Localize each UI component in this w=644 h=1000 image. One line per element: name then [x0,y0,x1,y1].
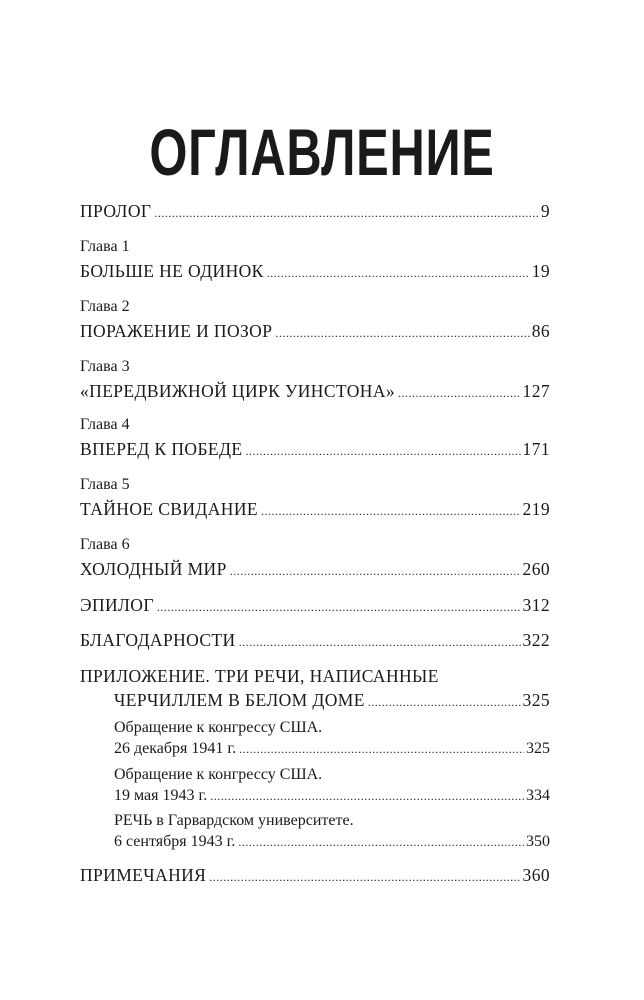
toc-entry-ch6[interactable] [80,558,550,582]
speech-title-line1[interactable]: Обращение к конгрессу США. [114,719,323,736]
toc-entry-page: 360 [522,865,550,885]
toc-entry-page: 312 [522,595,550,615]
toc-entry-speech-2[interactable] [114,785,550,807]
toc-entry-page: 260 [522,559,550,579]
toc-entry-title: 26 декабря 1941 г. [114,740,237,757]
toc-entry-title: ВПЕРЕД К ПОБЕДЕ [80,439,243,459]
toc-entry-ch5[interactable] [80,498,550,522]
dot-leader [261,500,521,522]
toc-entry-page: 334 [526,787,550,804]
toc-entry-page: 171 [522,439,550,459]
toc-entry-ch3[interactable] [80,380,550,404]
toc-entry-title: ПОРАЖЕНИЕ И ПОЗОР [80,321,273,341]
dot-leader [238,831,524,853]
toc-entry-title: ПРОЛОГ [80,201,152,221]
toc-entry-page: 9 [540,201,550,221]
toc-entry-speech-1[interactable] [114,738,550,760]
dot-leader [230,560,521,582]
toc-entry-title: ПРИМЕЧАНИЯ [80,865,207,885]
toc-entry-title: ЭПИЛОГ [80,595,154,615]
toc-entry-epilog[interactable] [80,594,550,618]
toc-entry-title: БЛАГОДАРНОСТИ [80,630,236,650]
toc-entry-appendix[interactable] [114,689,550,713]
chapter-label: Глава 2 [80,298,130,315]
toc-entry-page: 127 [522,381,550,401]
toc-entry-page: 86 [531,321,550,341]
toc-entry-appendix-title-line1[interactable]: ПРИЛОЖЕНИЕ. ТРИ РЕЧИ, НАПИСАННЫЕ [80,666,439,686]
dot-leader [154,202,538,224]
toc-entry-page: 350 [526,833,550,850]
toc-entry-title: 19 мая 1943 г. [114,787,208,804]
toc-entry-ch2[interactable] [80,320,550,344]
page-title: ОГЛАВЛЕНИЕ [149,115,495,189]
chapter-label: Глава 1 [80,238,130,255]
toc-entry-title: ТАЙНОЕ СВИДАНИЕ [80,499,258,519]
toc-entry-page: 19 [531,261,550,281]
toc-entry-page: 219 [522,499,550,519]
chapter-label: Глава 4 [80,416,130,433]
dot-leader [157,596,521,618]
toc-entry-title: ХОЛОДНЫЙ МИР [80,559,227,579]
speech-title-line1[interactable]: РЕЧЬ в Гарвардском университете. [114,812,354,829]
toc-entry-title: БОЛЬШЕ НЕ ОДИНОК [80,261,264,281]
toc-entry-notes[interactable] [80,864,550,888]
toc-entry-title: 6 сентября 1943 г. [114,833,236,850]
chapter-label: Глава 5 [80,476,130,493]
toc-entry-thanks[interactable] [80,629,550,653]
speech-title-line1[interactable]: Обращение к конгрессу США. [114,766,323,783]
chapter-label: Глава 3 [80,358,130,375]
toc-entry-speech-3[interactable] [114,831,550,853]
toc-entry-page: 325 [526,740,550,757]
toc-entry-title: ЧЕРЧИЛЛЕМ В БЕЛОМ ДОМЕ [114,690,365,710]
chapter-label: Глава 6 [80,536,130,553]
toc-entry-page: 322 [522,630,550,650]
dot-leader [239,738,524,760]
dot-leader [209,866,520,888]
toc-entry-ch4[interactable] [80,438,550,462]
dot-leader [239,631,521,653]
dot-leader [210,785,524,807]
toc-entry-ch1[interactable] [80,260,550,284]
toc-entry-prolog[interactable] [80,200,550,224]
dot-leader [245,440,520,462]
dot-leader [398,382,521,404]
toc-entry-title: «ПЕРЕДВИЖНОЙ ЦИРК УИНСТОНА» [80,381,396,401]
toc-entry-page: 325 [522,690,550,710]
dot-leader [368,691,521,713]
dot-leader [267,262,530,284]
dot-leader [275,322,529,344]
